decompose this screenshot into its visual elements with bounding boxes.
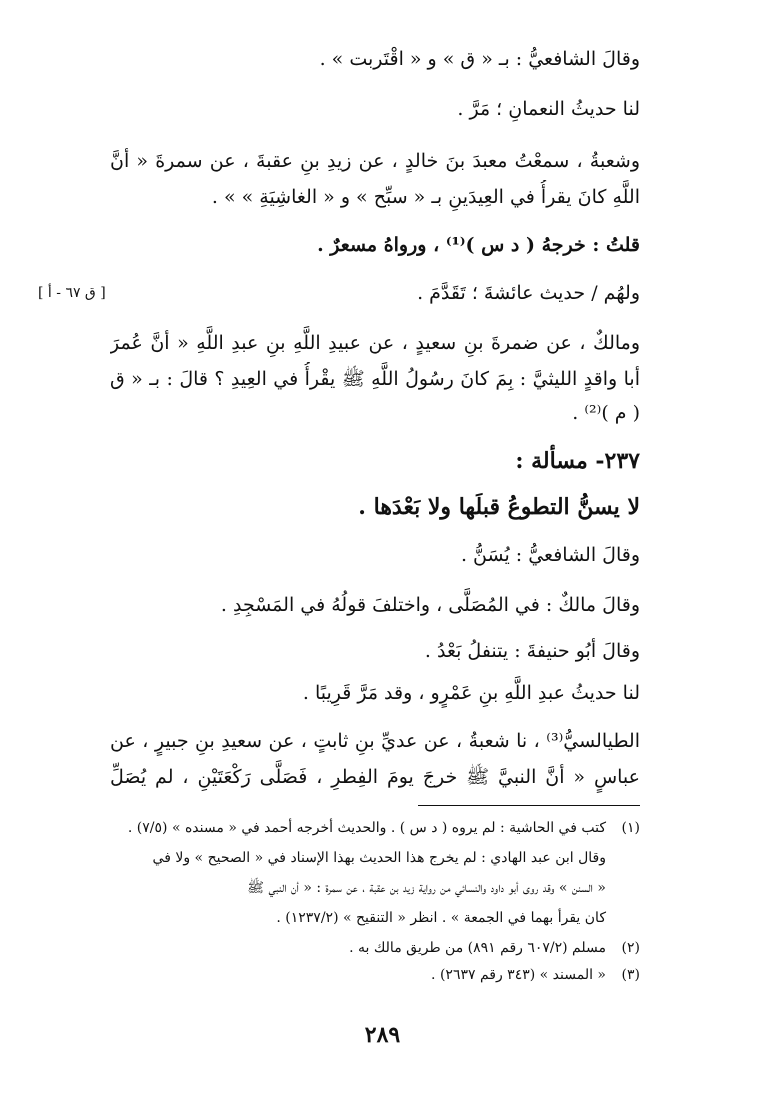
footnote-3	[110, 963, 640, 987]
footnote-1-number: (١)	[621, 820, 640, 836]
text-line-5: قلتُ : خرجهُ ( د س )⁽¹⁾ ، ورواهُ مسعرٌ .	[317, 234, 640, 256]
page-number: ٢٨٩	[364, 1022, 401, 1048]
text-line-2: لنا حديثُ النعمانِ ؛ مَرَّ .	[457, 98, 640, 120]
text-line-6: ولهُم / حديث عائشةَ ؛ تَقَدَّمَ .	[417, 282, 640, 304]
footnote-1	[110, 816, 640, 840]
footnote-1-line-2: وقال ابن عبد الهادي : لم يخرج هذا الحديث بهذا الإسناد في « الصحيح » ولا في	[152, 850, 606, 866]
text-line-16: الطيالسيُّ⁽³⁾ ، نا شعبةُ ، عن عديِّ بنِ ثابتٍ ، عن سعيدِ بنِ جبيرٍ ، عن	[110, 730, 640, 752]
footnote-3-number: (٣)	[621, 967, 640, 983]
text-line-13: وقالَ مالكٌ : في المُصَلَّى ، واختلفَ قولُهُ في المَسْجِدِ .	[220, 594, 640, 616]
text-line-7: ومالكٌ ، عن ضمرةَ بنِ سعيدٍ ، عن عبيدِ اللَّهِ بنِ عبدِ اللَّهِ « أنَّ عُمرَ	[110, 332, 640, 354]
folio-margin-note: [ ق ٦٧ - أ ]	[38, 285, 106, 301]
section-title: لا يسنُّ التطوعُ قبلَها ولا بَعْدَها .	[358, 494, 640, 520]
text-line-15: لنا حديثُ عبدِ اللَّهِ بنِ عَمْرٍو ، وقد مَرَّ قَرِيبًا .	[302, 682, 640, 704]
text-line-12: وقالَ الشافعيُّ : يُسَنُّ .	[460, 544, 640, 566]
footnote-1-line-4: كان يقرأ بهما في الجمعة » . انظر « التنقيح » (١٢٣٧/٢) .	[276, 910, 606, 926]
text-line-4: اللَّهِ كانَ يقرأُ في العِيدَينِ بـ « سبِّح » و « الغاشِيَةِ » » .	[211, 186, 640, 208]
text-line-8: أبا واقدٍ الليثيَّ : بِمَ كانَ رسُولُ اللَّهِ ﷺ يقْرأُ في العِيدِ ؟ قالَ : بـ « ق	[110, 368, 640, 390]
footnote-1-line-3: « السنن » وقد روى أبو داود والنسائي من رواية زيد بن عقبة ، عن سمرة : « أن النبي ﷺ	[247, 880, 606, 896]
text-line-14: وقالَ أبُو حنيفةَ : يتنفلُ بَعْدُ .	[424, 640, 640, 662]
footnote-3-text: « المسند » (٣٤٣ رقم ٢٦٣٧) .	[431, 967, 606, 983]
text-line-1: وقالَ الشافعيُّ : بـ « ق » و « اقْتَربت » .	[319, 48, 640, 70]
text-line-17: عباسٍ « أنَّ النبيَّ ﷺ خرجَ يومَ الفِطرِ ، فَصَلَّى رَكْعَتَيْنِ ، لم يُصَلِّ	[110, 766, 640, 788]
text-line-3: وشعبةُ ، سمعْتُ معبدَ بنَ خالدٍ ، عن زيدِ بنِ عقبةَ ، عن سمرةَ « أنَّ	[110, 150, 640, 172]
footnote-2-number: (٢)	[621, 940, 640, 956]
footnote-separator	[418, 805, 640, 806]
text-line-9: ( م )⁽²⁾ .	[572, 402, 640, 424]
footnote-2	[110, 936, 640, 960]
footnote-2-text: مسلم (٦٠٧/٢ رقم ٨٩١) من طريق مالك به .	[349, 940, 606, 956]
section-heading: ٢٣٧- مسألة :	[515, 448, 640, 474]
footnote-1-line-1: كتب في الحاشية : لم يروه ( د س ) . والحديث أخرجه أحمد في « مسنده » (٧/٥) .	[127, 820, 606, 836]
